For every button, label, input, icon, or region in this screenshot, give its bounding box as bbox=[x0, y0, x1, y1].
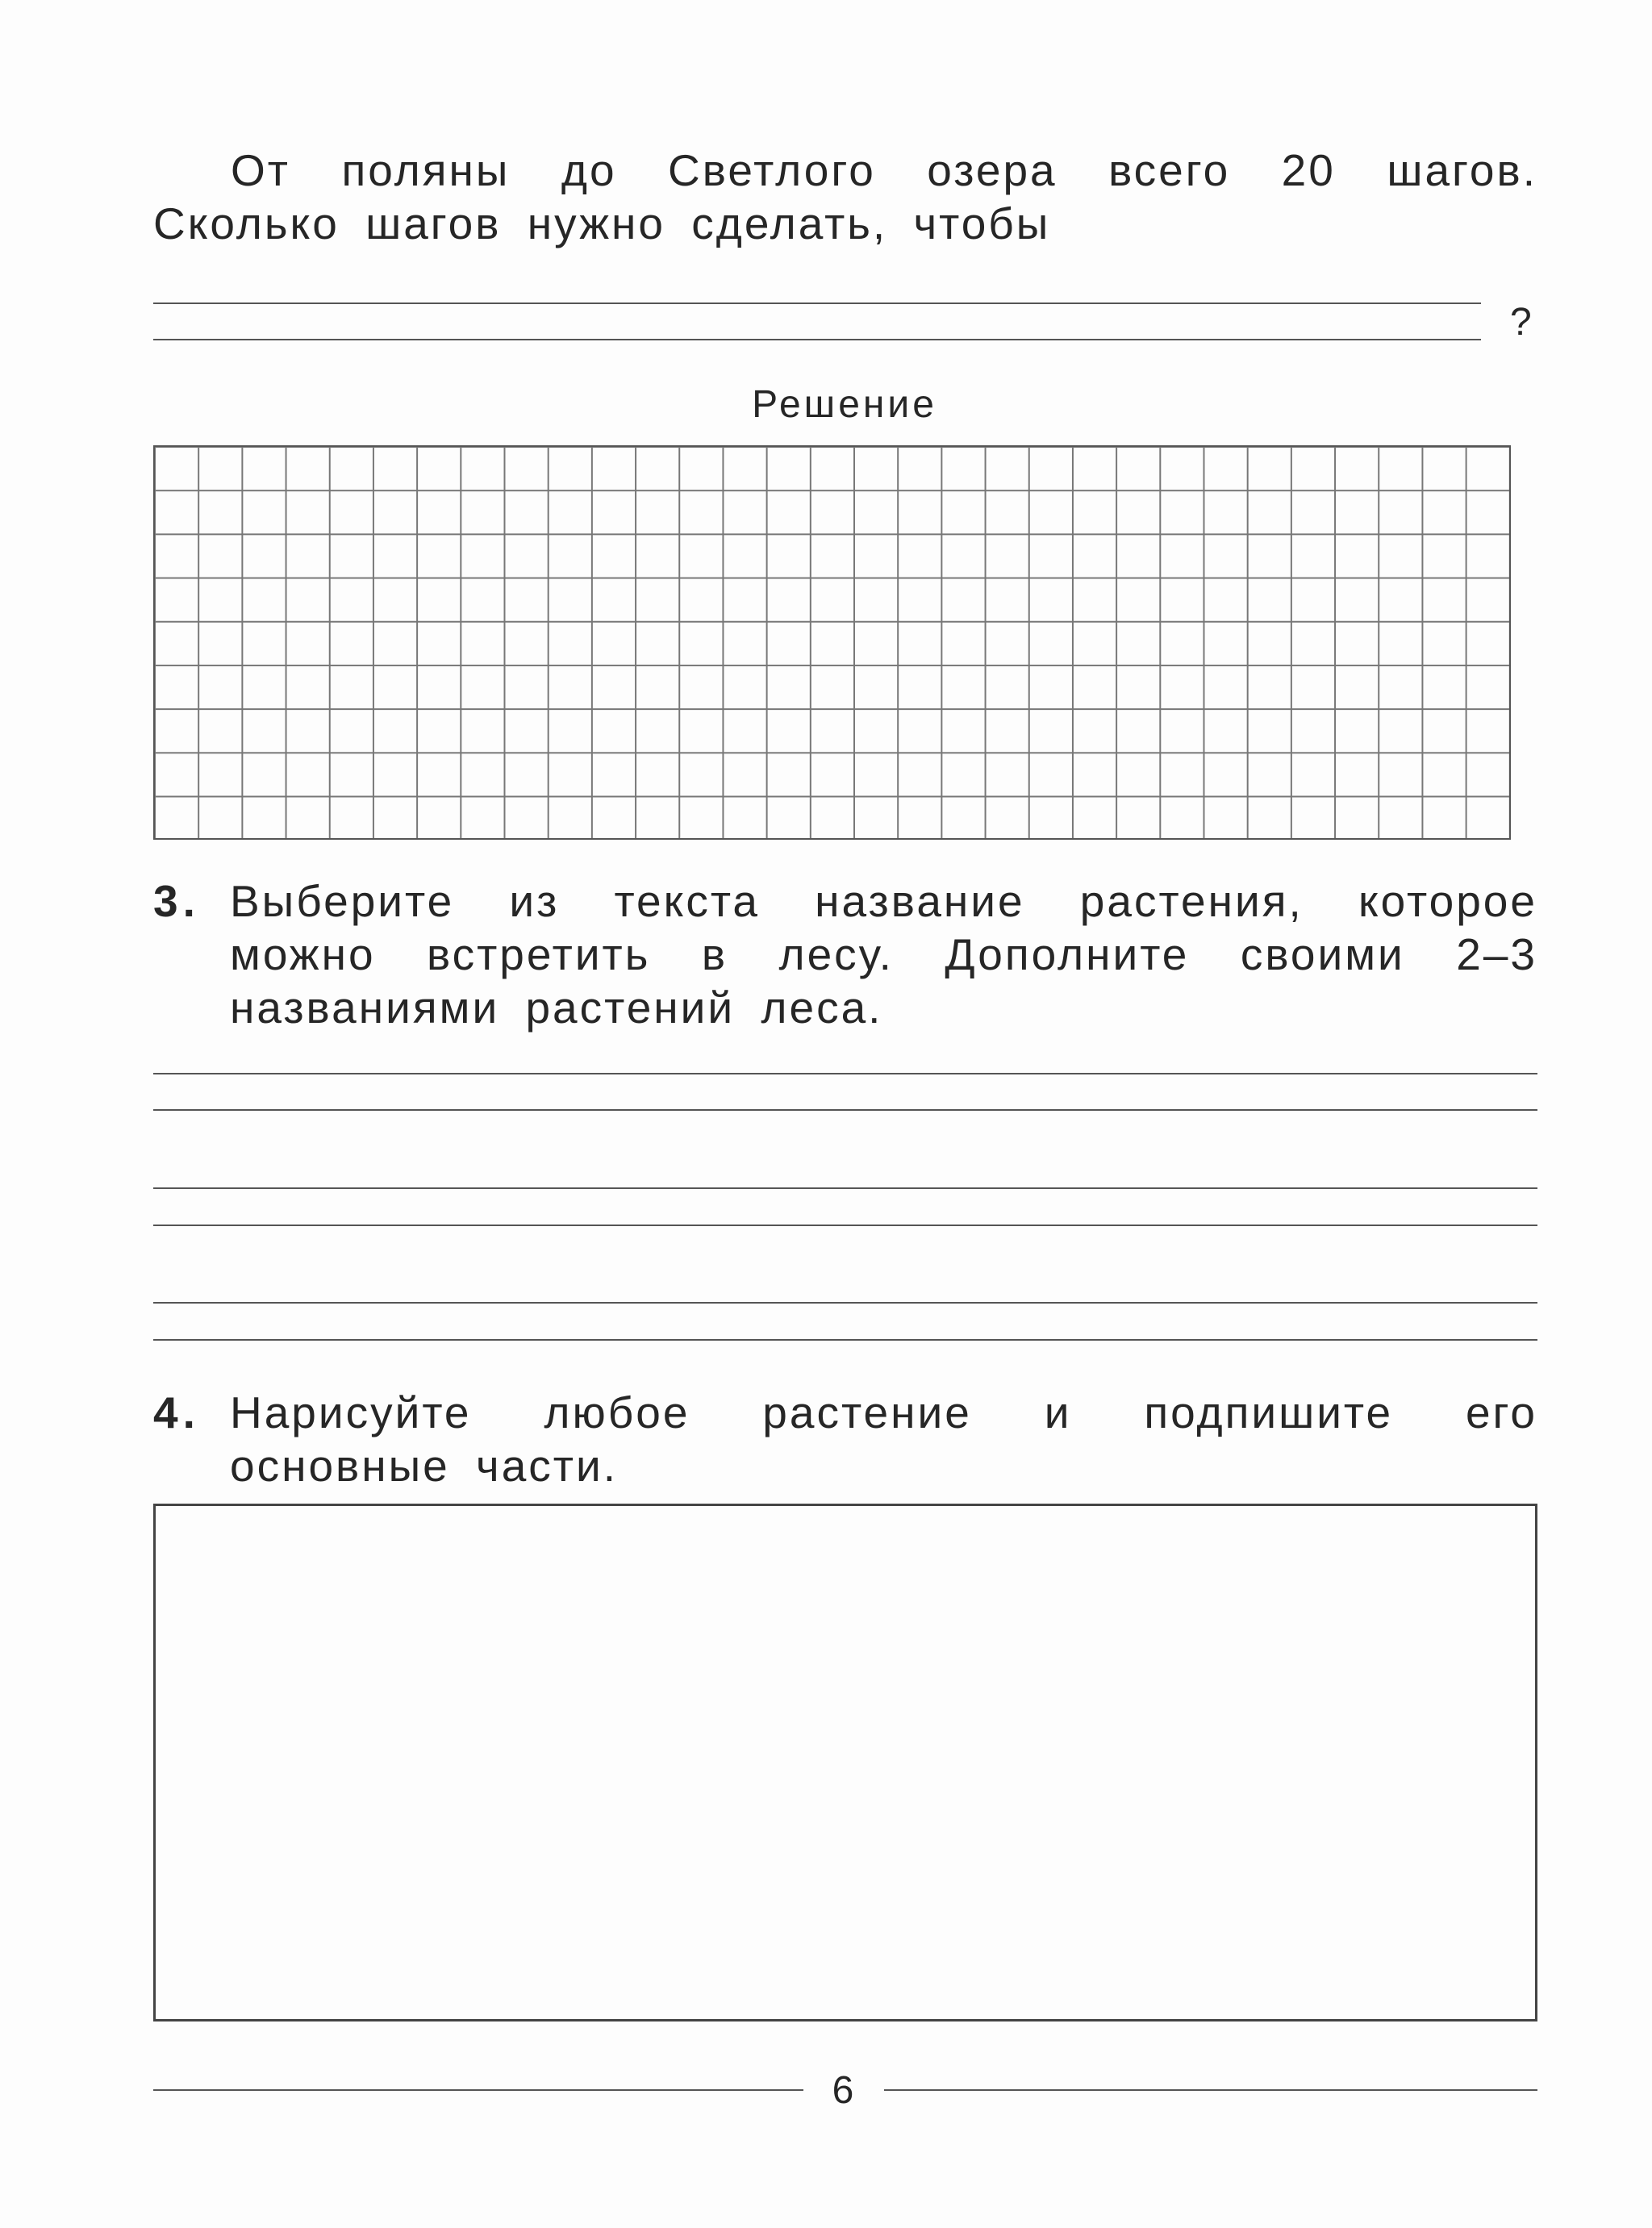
answer-line[interactable] bbox=[153, 1187, 1537, 1189]
task-number: 4. bbox=[153, 1387, 200, 1437]
footer-divider bbox=[884, 2089, 1537, 2091]
answer-line[interactable] bbox=[153, 339, 1481, 340]
intro-text: От поляны до Светлого озера всего 20 шагов. Сколько шагов нужно сделать, чтобы bbox=[153, 145, 1537, 248]
answer-line[interactable] bbox=[153, 1339, 1537, 1341]
answer-line[interactable] bbox=[153, 302, 1481, 304]
solution-heading: Решение bbox=[752, 383, 937, 426]
question-mark: ? bbox=[1510, 301, 1532, 344]
task-number: 3. bbox=[153, 876, 200, 926]
page-number: 6 bbox=[832, 2069, 854, 2112]
task-text: Нарисуйте любое растение и подпишите его основные части. bbox=[230, 1387, 1537, 1491]
answer-line[interactable] bbox=[153, 1225, 1537, 1226]
answer-line[interactable] bbox=[153, 1073, 1537, 1074]
answer-line[interactable] bbox=[153, 1109, 1537, 1111]
answer-line[interactable] bbox=[153, 1302, 1537, 1304]
task-text: Выберите из текста название растения, которое можно встретить в лесу. Дополните своими 2–3 названиями растений леса. bbox=[230, 876, 1537, 1033]
drawing-area[interactable] bbox=[153, 1504, 1537, 2021]
solution-grid[interactable] bbox=[153, 445, 1511, 840]
footer-divider bbox=[153, 2089, 803, 2091]
